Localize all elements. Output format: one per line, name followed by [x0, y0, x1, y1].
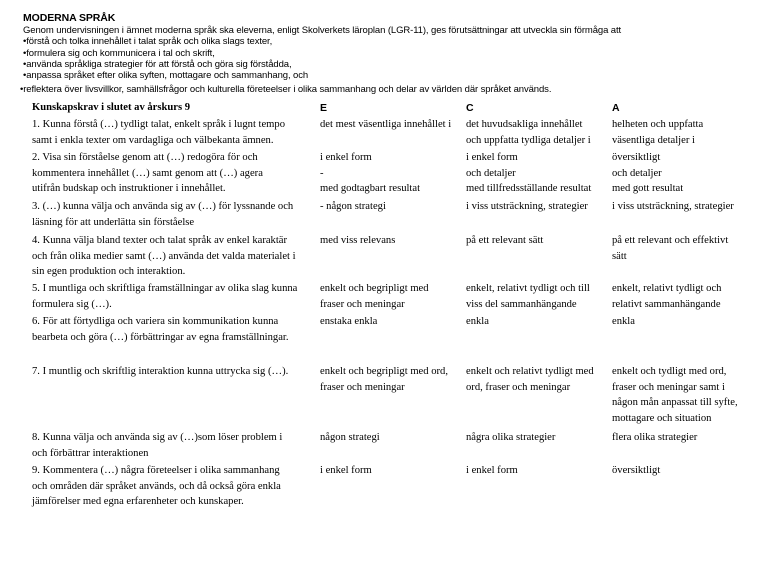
grade-a-cell: översiktligt och detaljer med gott resultat	[612, 152, 684, 194]
requirement-cell: 6. För att förtydliga och variera sin kommunikation kunna bearbeta och göra (…) förbättringar av egna framställningar.	[32, 316, 289, 343]
grade-e-cell: enkelt och begripligt med fraser och meningar	[320, 283, 429, 310]
requirement-cell: 9. Kommentera (…) några företeelser i olika sammanhang och områden där språket används, och då också göra enkla jämförelser med egna erfarenheter och kunskaper.	[32, 465, 281, 507]
grade-a-cell: enkelt, relativt tydligt och relativt sammanhängande	[612, 283, 722, 310]
grade-a-cell: i viss utsträckning, strategier	[612, 201, 734, 212]
requirement-cell: 5. I muntliga och skriftliga framställningar av olika slag kunna formulera sig (…).	[32, 283, 298, 310]
requirement-cell: 2. Visa sin förståelse genom att (…) redogöra för och kommentera innehållet (…) samt genom att (…) agera utifrån budskap och instruktioner i innehållet.	[32, 152, 263, 194]
column-header-grade-e: E	[320, 102, 328, 114]
grade-e-cell: enstaka enkla	[320, 316, 378, 327]
grade-c-cell: enkla	[466, 316, 489, 327]
grade-a-cell: översiktligt	[612, 465, 661, 476]
grade-c-cell: i enkel form och detaljer med tillfredsställande resultat	[466, 152, 592, 194]
bullet-item: •förstå och tolka innehållet i talat språk och olika slags texter,	[23, 36, 273, 48]
requirement-cell: 4. Kunna välja bland texter och talat språk av enkel karaktär och från olika medier samt (…) använda det valda materialet i sin egen produktion och interaktion.	[32, 235, 296, 277]
grade-e-cell: i enkel form	[320, 465, 372, 476]
column-header-grade-c: C	[466, 102, 474, 114]
document-header	[20, 12, 758, 96]
column-header-grade-a: A	[612, 102, 620, 114]
requirement-cell: 3. (…) kunna välja och använda sig av (…) för lyssnande och läsning för att underlätta sin förståelse	[32, 201, 294, 228]
requirement-cell: 1. Kunna förstå (…) tydligt talat, enkelt språk i lugnt tempo samt i enkla texter om vardagliga och välbekanta ämnen.	[32, 119, 286, 146]
bullet-item: •anpassa språket efter olika syften, mottagare och sammanhang, och	[23, 70, 309, 82]
bullet-item: •formulera sig och kommunicera i tal och skrift,	[23, 47, 215, 59]
bullet-item: •reflektera över livsvillkor, samhällsfrågor och kulturella företeelser i olika sammanhang och delar av världen där språket används.	[20, 84, 552, 96]
grade-a-cell: på ett relevant och effektivt sätt	[612, 235, 729, 262]
grade-e-cell: med viss relevans	[320, 235, 396, 246]
bullet-item: •använda språkliga strategier för att förstå och göra sig förstådda,	[23, 58, 292, 70]
grade-c-cell: enkelt, relativt tydligt och till viss del sammanhängande	[466, 283, 590, 310]
grade-c-cell: några olika strategier	[466, 432, 556, 443]
grade-c-cell: enkelt och relativt tydligt med ord, fraser och meningar	[466, 366, 594, 393]
grade-c-cell: i viss utsträckning, strategier	[466, 201, 588, 212]
grade-a-cell: flera olika strategier	[612, 432, 698, 443]
requirement-cell: 8. Kunna välja och använda sig av (…)som löser problem i och förbättrar interaktionen	[32, 432, 283, 459]
grade-a-cell: helheten och uppfatta väsentliga detaljer i	[612, 119, 704, 146]
grade-e-cell: det mest väsentliga innehållet i	[320, 119, 452, 130]
grade-e-cell: - någon strategi	[320, 201, 386, 212]
grade-e-cell: någon strategi	[320, 432, 380, 443]
grade-c-cell: i enkel form	[466, 465, 518, 476]
grade-a-cell: enkla	[612, 316, 635, 327]
grade-c-cell: på ett relevant sätt	[466, 235, 544, 246]
document-title: MODERNA SPRÅK	[23, 12, 116, 24]
column-header-requirement: Kunskapskrav i slutet av årskurs 9	[32, 102, 191, 113]
intro-text: Genom undervisningen i ämnet moderna språk ska eleverna, enligt Skolverkets läroplan (LGR-11), ges förutsättningar att utveckla sin förmåga att	[23, 25, 622, 36]
grade-e-cell: i enkel form - med godtagbart resultat	[320, 152, 421, 194]
grade-e-cell: enkelt och begripligt med ord, fraser och meningar	[320, 366, 448, 393]
grade-c-cell: det huvudsakliga innehållet och uppfatta tydliga detaljer i	[466, 119, 591, 146]
requirement-cell: 7. I muntlig och skriftlig interaktion kunna uttrycka sig (…).	[32, 366, 289, 377]
grade-a-cell: enkelt och tydligt med ord, fraser och meningar samt i någon mån anpassat till syfte, mottagare och situation	[612, 366, 738, 424]
